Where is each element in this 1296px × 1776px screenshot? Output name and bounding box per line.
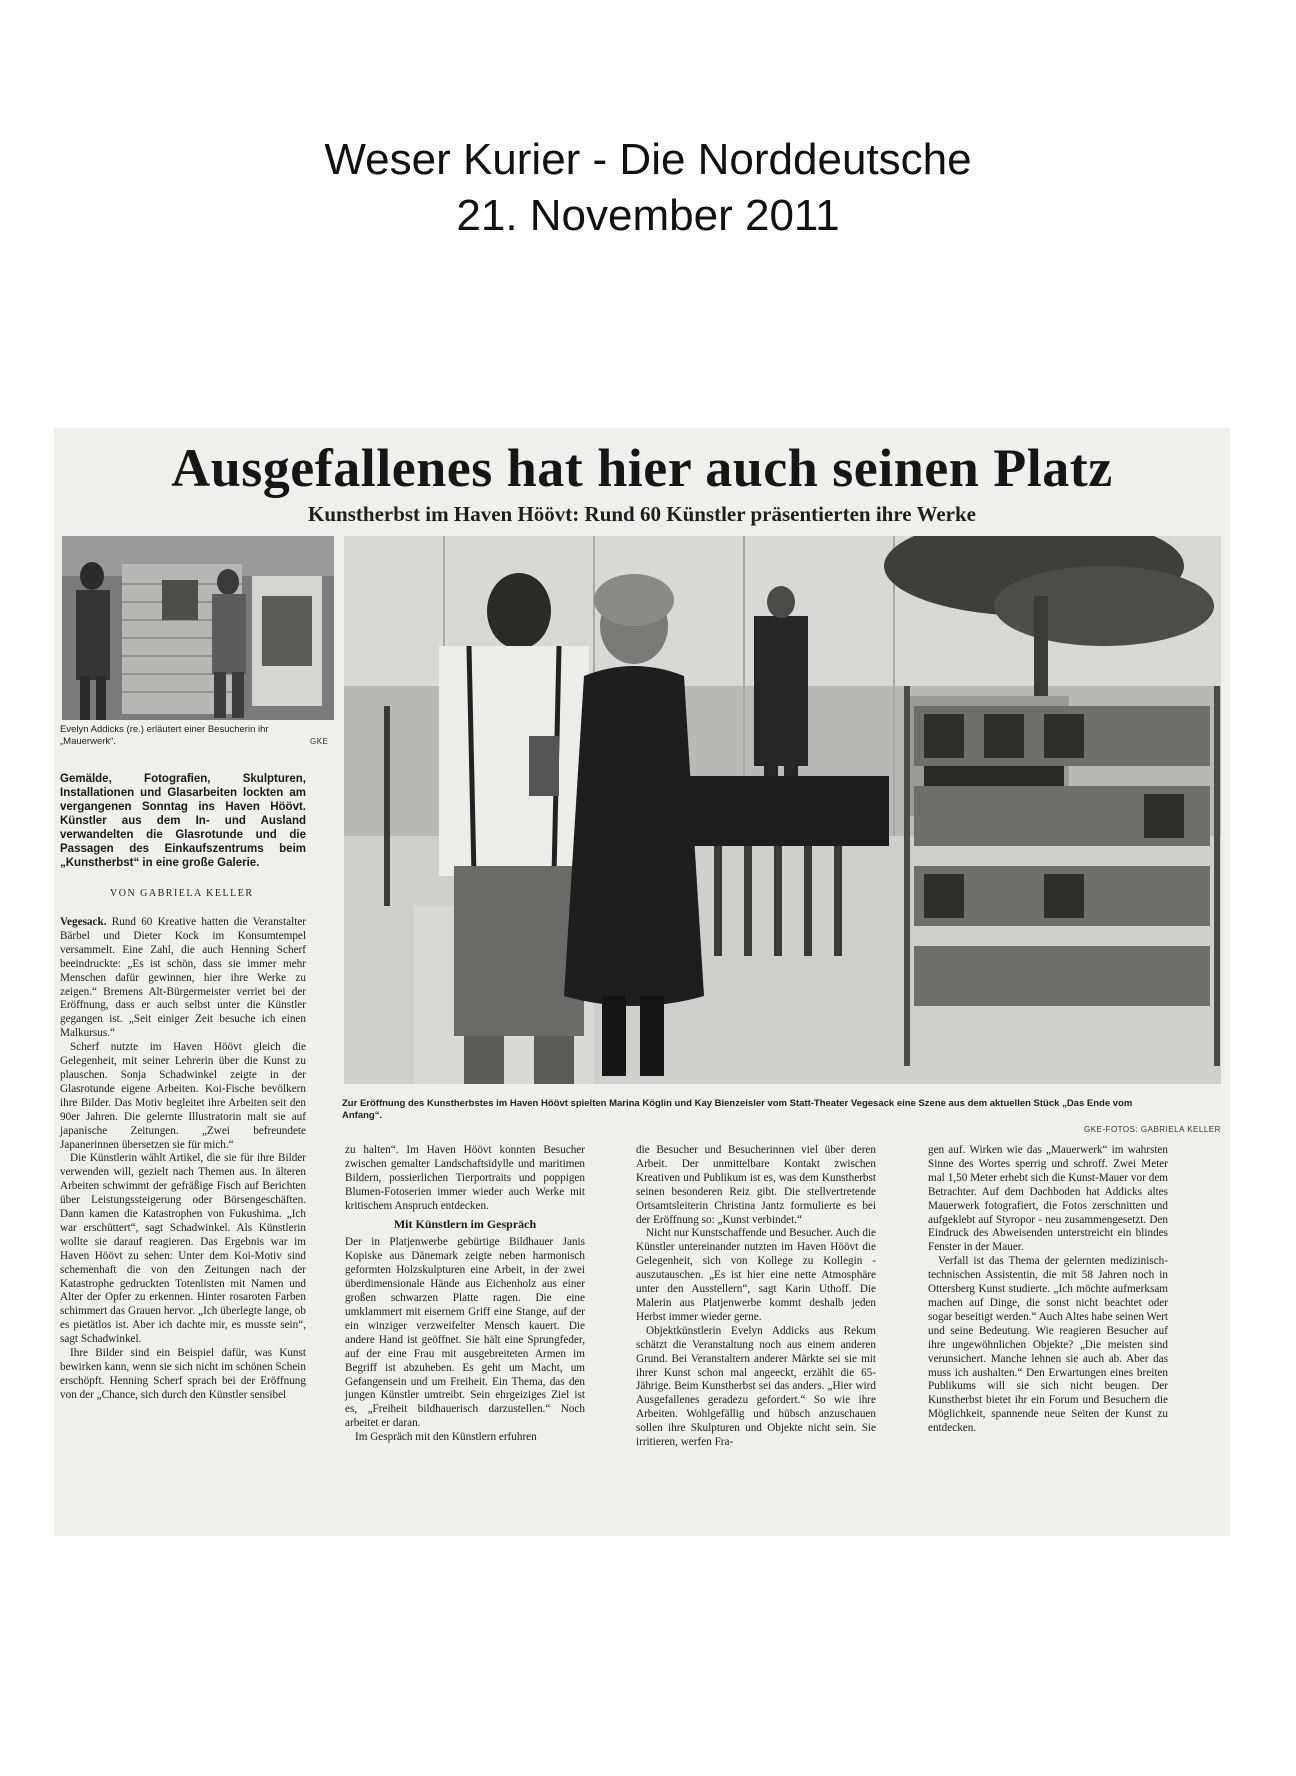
column-3-paragraph-3: Objektkünstlerin Evelyn Addicks aus Rekum schätzt die Veranstaltung noch aus einem anderen Grund. Bei Veranstaltern anderer Märkte sei sie mit ihrer Kunst schon mal angeeckt, erzählt die 65-Jährige. Beim Kunstherbst sei das anders. „Hier wird Ausgefallenes geradezu gefordert.“ So wie ihre Arbeiten. Wohlgefällig und hübsch anzuschauen sollen ihre Skulpturen und Objekte nicht sein. Sie irritieren, werfen Fra- [636, 1324, 876, 1449]
column-2-paragraph-2: Der in Platjenwerbe gebürtige Bildhauer Janis Kopiske aus Dänemark zeigte neben harmonisch geformten Holzskulpturen eine Arbeit, in der zwei überdimensionale Hände aus Eichenholz aus einer großen schwarzen Platte ragen. Die eine umklammert mit eisernem Griff eine Stange, auf der ein winziger verzweifelter Mensch kauert. Die andere Hand ist geöffnet. Sie hält eine Sprungfeder, auf der eine Frau mit ausgebreiteten Armen im Begriff ist abzuheben. Es geht um Macht, um Gefangensein und um Freiheit. Ein Thema, das den jungen Künstler umtreibt. Sein ehrgeiziges Ziel ist es, „Freiheit bildhauerisch darzustellen.“ Noch arbeitet er daran. [345, 1236, 585, 1430]
article-column-3 [636, 1144, 876, 1450]
main-photo-credit: GKE-FOTOS: GABRIELA KELLER [1084, 1125, 1221, 1134]
article-dateline: Vegesack. [60, 916, 107, 928]
newspaper-clipping [54, 428, 1230, 1536]
article-subheadline: Kunstherbst im Haven Höövt: Rund 60 Künstler präsentierten ihre Werke [308, 502, 976, 526]
small-photo-credit: GKE [310, 737, 329, 746]
column-2-paragraph-1: zu halten“. Im Haven Höövt konnten Besucher zwischen gemalter Landschaftsidylle und maritimen Bildern, possierlichen Tierportraits und poppigen Blumen-Fotoserien immer wieder auch Werke mit kritischem Anspruch entdecken. [345, 1144, 585, 1212]
column-4-paragraph-2: Verfall ist das Thema der gelernten medizinisch-technischen Assistentin, die mit 58 Jahren noch in Ottersberg Kunst studierte. „Ich möchte aufmerksam machen auf Dinge, die sonst nicht beachtet oder sogar beseitigt werden.“ Auch Altes habe seinen Wert und seine Bedeutung. Wie reagieren Besucher auf ihre ungewöhnlichen Objekte? „Die meisten sind verunsichert. Manche lehnen sie auch ab. Aber das muss ich aushalten.“ Den Erwartungen eines breiten Publikums will sie sich nicht beugen. Der Kunstherbst bietet ihr ein Forum und Besuchern die Möglichkeit, spannende neue Seiten der Kunst zu entdecken. [928, 1255, 1168, 1435]
page-header-title: Weser Kurier - Die Norddeutsche [324, 135, 972, 184]
column-4-paragraph-1: gen auf. Wirken wie das „Mauerwerk“ im wahrsten Sinne des Wortes sperrig und schroff. Zwei Meter mal 1,50 Meter erhebt sich die Kunst-Mauer vor dem Betrachter. Auf dem Dachboden hat Addicks altes Mauerwerk fotografiert, die Fotos zerschnitten und aufgeklebt auf Styropor - neu zusammengesetzt. Den Eindruck des Abweisenden unterstreicht ein blindes Fenster in der Mauer. [928, 1144, 1168, 1254]
article-column-4 [928, 1144, 1168, 1436]
small-photo [62, 536, 334, 720]
column-1-paragraph-4: Ihre Bilder sind ein Beispiel dafür, was Kunst bewirken kann, wenn sie sich nicht im schönen Schein erschöpft. Henning Scherf sprach bei der Eröffnung von der „Chance, sich durch den Künstler sensibel [60, 1347, 306, 1401]
article-column-2 [345, 1144, 585, 1445]
column-3-paragraph-1: die Besucher und Besucherinnen viel über deren Arbeit. Der unmittelbare Kontakt zwischen Kreativen und Publikum ist es, was dem Kunstherbst seinen besonderen Reiz gibt. Die stellvertretende Ortsamtsleiterin Christina Jantz formulierte es bei der Eröffnung so: „Kunst verbindet.“ [636, 1144, 876, 1226]
page-header-date: 21. November 2011 [456, 191, 840, 240]
article-headline: Ausgefallenes hat hier auch seinen Platz [171, 438, 1113, 498]
article-column-1 [60, 916, 306, 1403]
column-2-paragraph-3: Im Gespräch mit den Künstlern erfuhren [355, 1431, 537, 1444]
small-photo-caption: Evelyn Addicks (re.) erläutert einer Besucherin ihr „Mauerwerk“. [60, 724, 269, 747]
article-lead: Gemälde, Fotografien, Skulpturen, Installationen und Glasarbeiten lockten am vergangenen Sonntag ins Haven Höövt. Künstler aus dem In- und Ausland verwandelten die Glasrotunde und die Passagen des Einkaufszentrums beim „Kunstherbst“ in eine große Galerie. [60, 773, 306, 869]
column-1-paragraph-3: Die Künstlerin wählt Artikel, die sie für ihre Bilder verwenden will, gezielt nach Themen aus. In älteren Arbeiten schwimmt der gefräßige Fisch auf Berichten über Leistungssteigerung oder Börsengeschäften. Dann kamen die Katastrophen von Fukushima. „Ich war erschüttert“, sagt Schadwinkel. Als Künstlerin wollte sie darauf reagieren. Das Ergebnis war im Haven Höövt zu sehen: Unter dem Koi-Motiv sind schemenhaft die von den Zeitungen nach der Katastrophe gedruckten Totenlisten mit Namen und Alter der Opfer zu erkennen. Hinter rosaroten Farben schimmert das Grauen hervor. „Ich überlegte lange, ob es pietätlos ist. Aber ich dachte mir, es musste sein“, sagt Schadwinkel. [60, 1152, 306, 1346]
article-byline: VON GABRIELA KELLER [110, 888, 254, 899]
column-1-paragraph-1: Rund 60 Kreative hatten die Veranstalter Bärbel und Dieter Kock im Konsumtempel versammelt. Eine Zahl, die auch Henning Scherf beeindruckte: „Es ist schön, dass sie immer mehr Menschen dafür gewinnen, hier ihre Werke zu zeigen.“ Bremens Alt-Bürgermeister verriet bei der Eröffnung, dass er auch selbst unter die Künstler gegangen ist. „Seit einiger Zeit besuche ich einen Malkursus.“ [60, 916, 306, 1040]
column-1-paragraph-2: Scherf nutzte im Haven Höövt gleich die Gelegenheit, mit seiner Lehrerin über die Kunst zu plauschen. Sonja Schadwinkel zeigte in der Glasrotunde eigene Arbeiten. Koi-Fische bevölkern ihre Bilder. Das Motiv begleitet ihre Arbeiten seit den 90er Jahren. Die gelernte Illustratorin malt sie auf japanische Zeitungen. „Zwei befreundete Japanerinnen übersetzen sie für mich.“ [60, 1041, 306, 1151]
article-intertitle: Mit Künstlern im Gespräch [393, 1216, 537, 1231]
main-photo [344, 536, 1221, 1084]
column-3-paragraph-2: Nicht nur Kunstschaffende und Besucher. Auch die Künstler untereinander nutzten im Haven Höövt die Gelegenheit, sich von Kollege zu Kollegin - auszutauschen. „Es ist hier eine nette Atmosphäre unter den Ausstellern“, sagt Karin Uthoff. Die Malerin aus Platjenwerbe kommt deshalb jeden Herbst immer wieder gerne. [636, 1227, 876, 1323]
main-photo-caption: Zur Eröffnung des Kunstherbstes im Haven Höövt spielten Marina Köglin und Kay Bienzeisler vom Statt-Theater Vegesack eine Szene aus dem aktuellen Stück „Das Ende vom Anfang“. [342, 1098, 1133, 1121]
